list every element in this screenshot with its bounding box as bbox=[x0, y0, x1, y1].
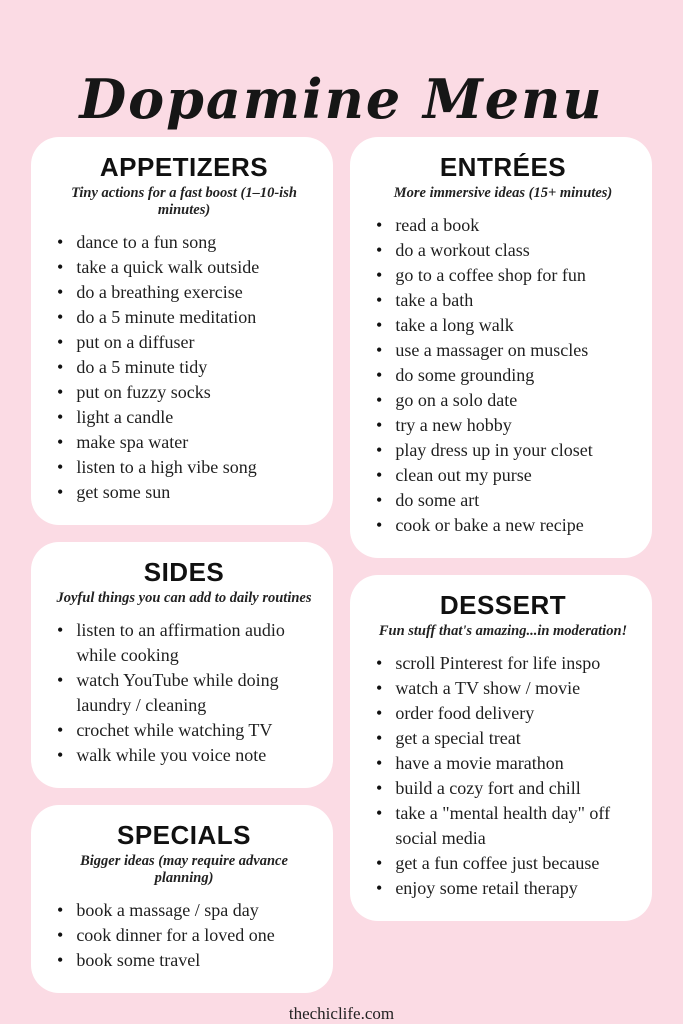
list-item-text: go on a solo date bbox=[395, 390, 518, 410]
bullet-icon: • bbox=[376, 878, 383, 898]
bullet-icon: • bbox=[376, 653, 383, 673]
section-title: SIDES bbox=[143, 557, 225, 587]
list-item-text: get a fun coffee just because bbox=[395, 853, 600, 873]
list-item-text: take a bath bbox=[395, 290, 474, 310]
list-item bbox=[57, 330, 318, 355]
bullet-icon: • bbox=[376, 515, 383, 535]
list-item bbox=[57, 355, 318, 380]
menu-grid bbox=[0, 137, 683, 993]
list-item bbox=[57, 455, 318, 480]
list-item bbox=[376, 513, 637, 538]
bullet-icon: • bbox=[57, 382, 64, 402]
list-item bbox=[57, 280, 318, 305]
menu-section-dessert bbox=[350, 575, 652, 921]
list-item bbox=[376, 313, 637, 338]
list-item-text: order food delivery bbox=[395, 703, 535, 723]
list-item-text: do some grounding bbox=[395, 365, 535, 385]
list-item bbox=[57, 923, 318, 948]
bullet-icon: • bbox=[376, 703, 383, 723]
list-item-text: enjoy some retail therapy bbox=[395, 878, 578, 898]
list-item-text: get some sun bbox=[76, 482, 171, 502]
section-item-list bbox=[50, 230, 318, 505]
list-item bbox=[376, 651, 637, 676]
list-item-text: do a 5 minute tidy bbox=[76, 357, 208, 377]
bullet-icon: • bbox=[376, 340, 383, 360]
list-item-text: have a movie marathon bbox=[395, 753, 564, 773]
list-item-text: book some travel bbox=[76, 950, 201, 970]
list-item-text: use a massager on muscles bbox=[395, 340, 589, 360]
list-item bbox=[376, 388, 637, 413]
list-item bbox=[376, 726, 637, 751]
bullet-icon: • bbox=[376, 290, 383, 310]
list-item-text: put on fuzzy socks bbox=[76, 382, 211, 402]
bullet-icon: • bbox=[376, 215, 383, 235]
bullet-icon: • bbox=[57, 900, 64, 920]
bullet-icon: • bbox=[57, 407, 64, 427]
menu-section-appetizers bbox=[31, 137, 333, 525]
bullet-icon: • bbox=[376, 753, 383, 773]
bullet-icon: • bbox=[376, 440, 383, 460]
bullet-icon: • bbox=[57, 232, 64, 252]
menu-section-sides bbox=[31, 542, 333, 788]
list-item-text: do some art bbox=[395, 490, 480, 510]
list-item bbox=[57, 480, 318, 505]
right-column bbox=[350, 137, 652, 921]
list-item bbox=[376, 801, 637, 851]
list-item-text: cook dinner for a loved one bbox=[76, 925, 275, 945]
bullet-icon: • bbox=[376, 853, 383, 873]
list-item bbox=[376, 463, 637, 488]
list-item bbox=[376, 413, 637, 438]
bullet-icon: • bbox=[57, 457, 64, 477]
bullet-icon: • bbox=[57, 357, 64, 377]
bullet-icon: • bbox=[57, 925, 64, 945]
list-item-text: cook or bake a new recipe bbox=[395, 515, 584, 535]
list-item-text: go to a coffee shop for fun bbox=[395, 265, 586, 285]
list-item bbox=[376, 363, 637, 388]
bullet-icon: • bbox=[376, 803, 383, 823]
list-item-text: listen to an affirmation audio while cooking bbox=[76, 620, 285, 665]
bullet-icon: • bbox=[376, 678, 383, 698]
bullet-icon: • bbox=[57, 282, 64, 302]
list-item-text: build a cozy fort and chill bbox=[395, 778, 581, 798]
list-item bbox=[57, 898, 318, 923]
section-subtitle: Joyful things you can add to daily routines bbox=[56, 590, 312, 606]
list-item-text: play dress up in your closet bbox=[395, 440, 593, 460]
bullet-icon: • bbox=[57, 432, 64, 452]
list-item bbox=[57, 305, 318, 330]
section-item-list bbox=[369, 213, 637, 538]
list-item-text: read a book bbox=[395, 215, 480, 235]
bullet-icon: • bbox=[376, 265, 383, 285]
section-title: DESSERT bbox=[439, 590, 567, 620]
list-item-text: try a new hobby bbox=[395, 415, 512, 435]
list-item-text: crochet while watching TV bbox=[76, 720, 273, 740]
list-item bbox=[57, 718, 318, 743]
list-item bbox=[376, 701, 637, 726]
list-item bbox=[376, 488, 637, 513]
bullet-icon: • bbox=[57, 257, 64, 277]
list-item bbox=[57, 618, 318, 668]
list-item-text: book a massage / spa day bbox=[76, 900, 259, 920]
section-title: APPETIZERS bbox=[99, 152, 269, 182]
list-item bbox=[57, 380, 318, 405]
menu-section-entrees bbox=[350, 137, 652, 558]
list-item-text: walk while you voice note bbox=[76, 745, 267, 765]
bullet-icon: • bbox=[57, 720, 64, 740]
section-item-list bbox=[369, 651, 637, 901]
list-item bbox=[376, 438, 637, 463]
list-item bbox=[57, 230, 318, 255]
bullet-icon: • bbox=[376, 728, 383, 748]
section-subtitle: More immersive ideas (15+ minutes) bbox=[393, 185, 613, 201]
bullet-icon: • bbox=[376, 415, 383, 435]
list-item-text: watch a TV show / movie bbox=[395, 678, 581, 698]
list-item bbox=[57, 255, 318, 280]
section-title: SPECIALS bbox=[116, 820, 252, 850]
list-item bbox=[57, 668, 318, 718]
bullet-icon: • bbox=[376, 365, 383, 385]
list-item bbox=[376, 238, 637, 263]
bullet-icon: • bbox=[376, 778, 383, 798]
bullet-icon: • bbox=[57, 332, 64, 352]
list-item-text: do a breathing exercise bbox=[76, 282, 243, 302]
list-item-text: scroll Pinterest for life inspo bbox=[395, 653, 601, 673]
bullet-icon: • bbox=[57, 670, 64, 690]
list-item-text: dance to a fun song bbox=[76, 232, 217, 252]
list-item bbox=[57, 948, 318, 973]
list-item-text: get a special treat bbox=[395, 728, 521, 748]
bullet-icon: • bbox=[376, 240, 383, 260]
page-title: Dopamine Menu bbox=[79, 67, 604, 131]
list-item-text: do a workout class bbox=[395, 240, 530, 260]
website-url: thechiclife.com bbox=[288, 1004, 395, 1023]
list-item bbox=[376, 751, 637, 776]
list-item bbox=[376, 876, 637, 901]
list-item bbox=[376, 213, 637, 238]
section-subtitle: Fun stuff that's amazing...in moderation! bbox=[378, 623, 628, 639]
list-item-text: make spa water bbox=[76, 432, 189, 452]
list-item bbox=[376, 776, 637, 801]
list-item-text: clean out my purse bbox=[395, 465, 532, 485]
bullet-icon: • bbox=[57, 620, 64, 640]
list-item-text: put on a diffuser bbox=[76, 332, 195, 352]
list-item bbox=[57, 405, 318, 430]
list-item-text: watch YouTube while doing laundry / cleaning bbox=[76, 670, 279, 715]
bullet-icon: • bbox=[57, 307, 64, 327]
list-item bbox=[376, 851, 637, 876]
menu-section-specials bbox=[31, 805, 333, 993]
section-title: ENTRÉES bbox=[439, 152, 567, 182]
bullet-icon: • bbox=[57, 745, 64, 765]
bullet-icon: • bbox=[57, 950, 64, 970]
list-item-text: take a "mental health day" off social media bbox=[395, 803, 611, 848]
list-item bbox=[376, 676, 637, 701]
bullet-icon: • bbox=[57, 482, 64, 502]
section-item-list bbox=[50, 618, 318, 768]
bullet-icon: • bbox=[376, 465, 383, 485]
left-column bbox=[31, 137, 333, 993]
section-subtitle: Bigger ideas (may require advance planning) bbox=[80, 853, 288, 886]
list-item bbox=[376, 338, 637, 363]
bullet-icon: • bbox=[376, 390, 383, 410]
section-subtitle: Tiny actions for a fast boost (1–10-ish minutes) bbox=[71, 185, 297, 218]
list-item-text: do a 5 minute meditation bbox=[76, 307, 257, 327]
list-item-text: take a long walk bbox=[395, 315, 514, 335]
list-item-text: take a quick walk outside bbox=[76, 257, 260, 277]
list-item-text: light a candle bbox=[76, 407, 174, 427]
bullet-icon: • bbox=[376, 315, 383, 335]
list-item bbox=[376, 288, 637, 313]
section-item-list bbox=[50, 898, 318, 973]
list-item-text: listen to a high vibe song bbox=[76, 457, 257, 477]
bullet-icon: • bbox=[376, 490, 383, 510]
list-item bbox=[57, 743, 318, 768]
list-item bbox=[57, 430, 318, 455]
list-item bbox=[376, 263, 637, 288]
